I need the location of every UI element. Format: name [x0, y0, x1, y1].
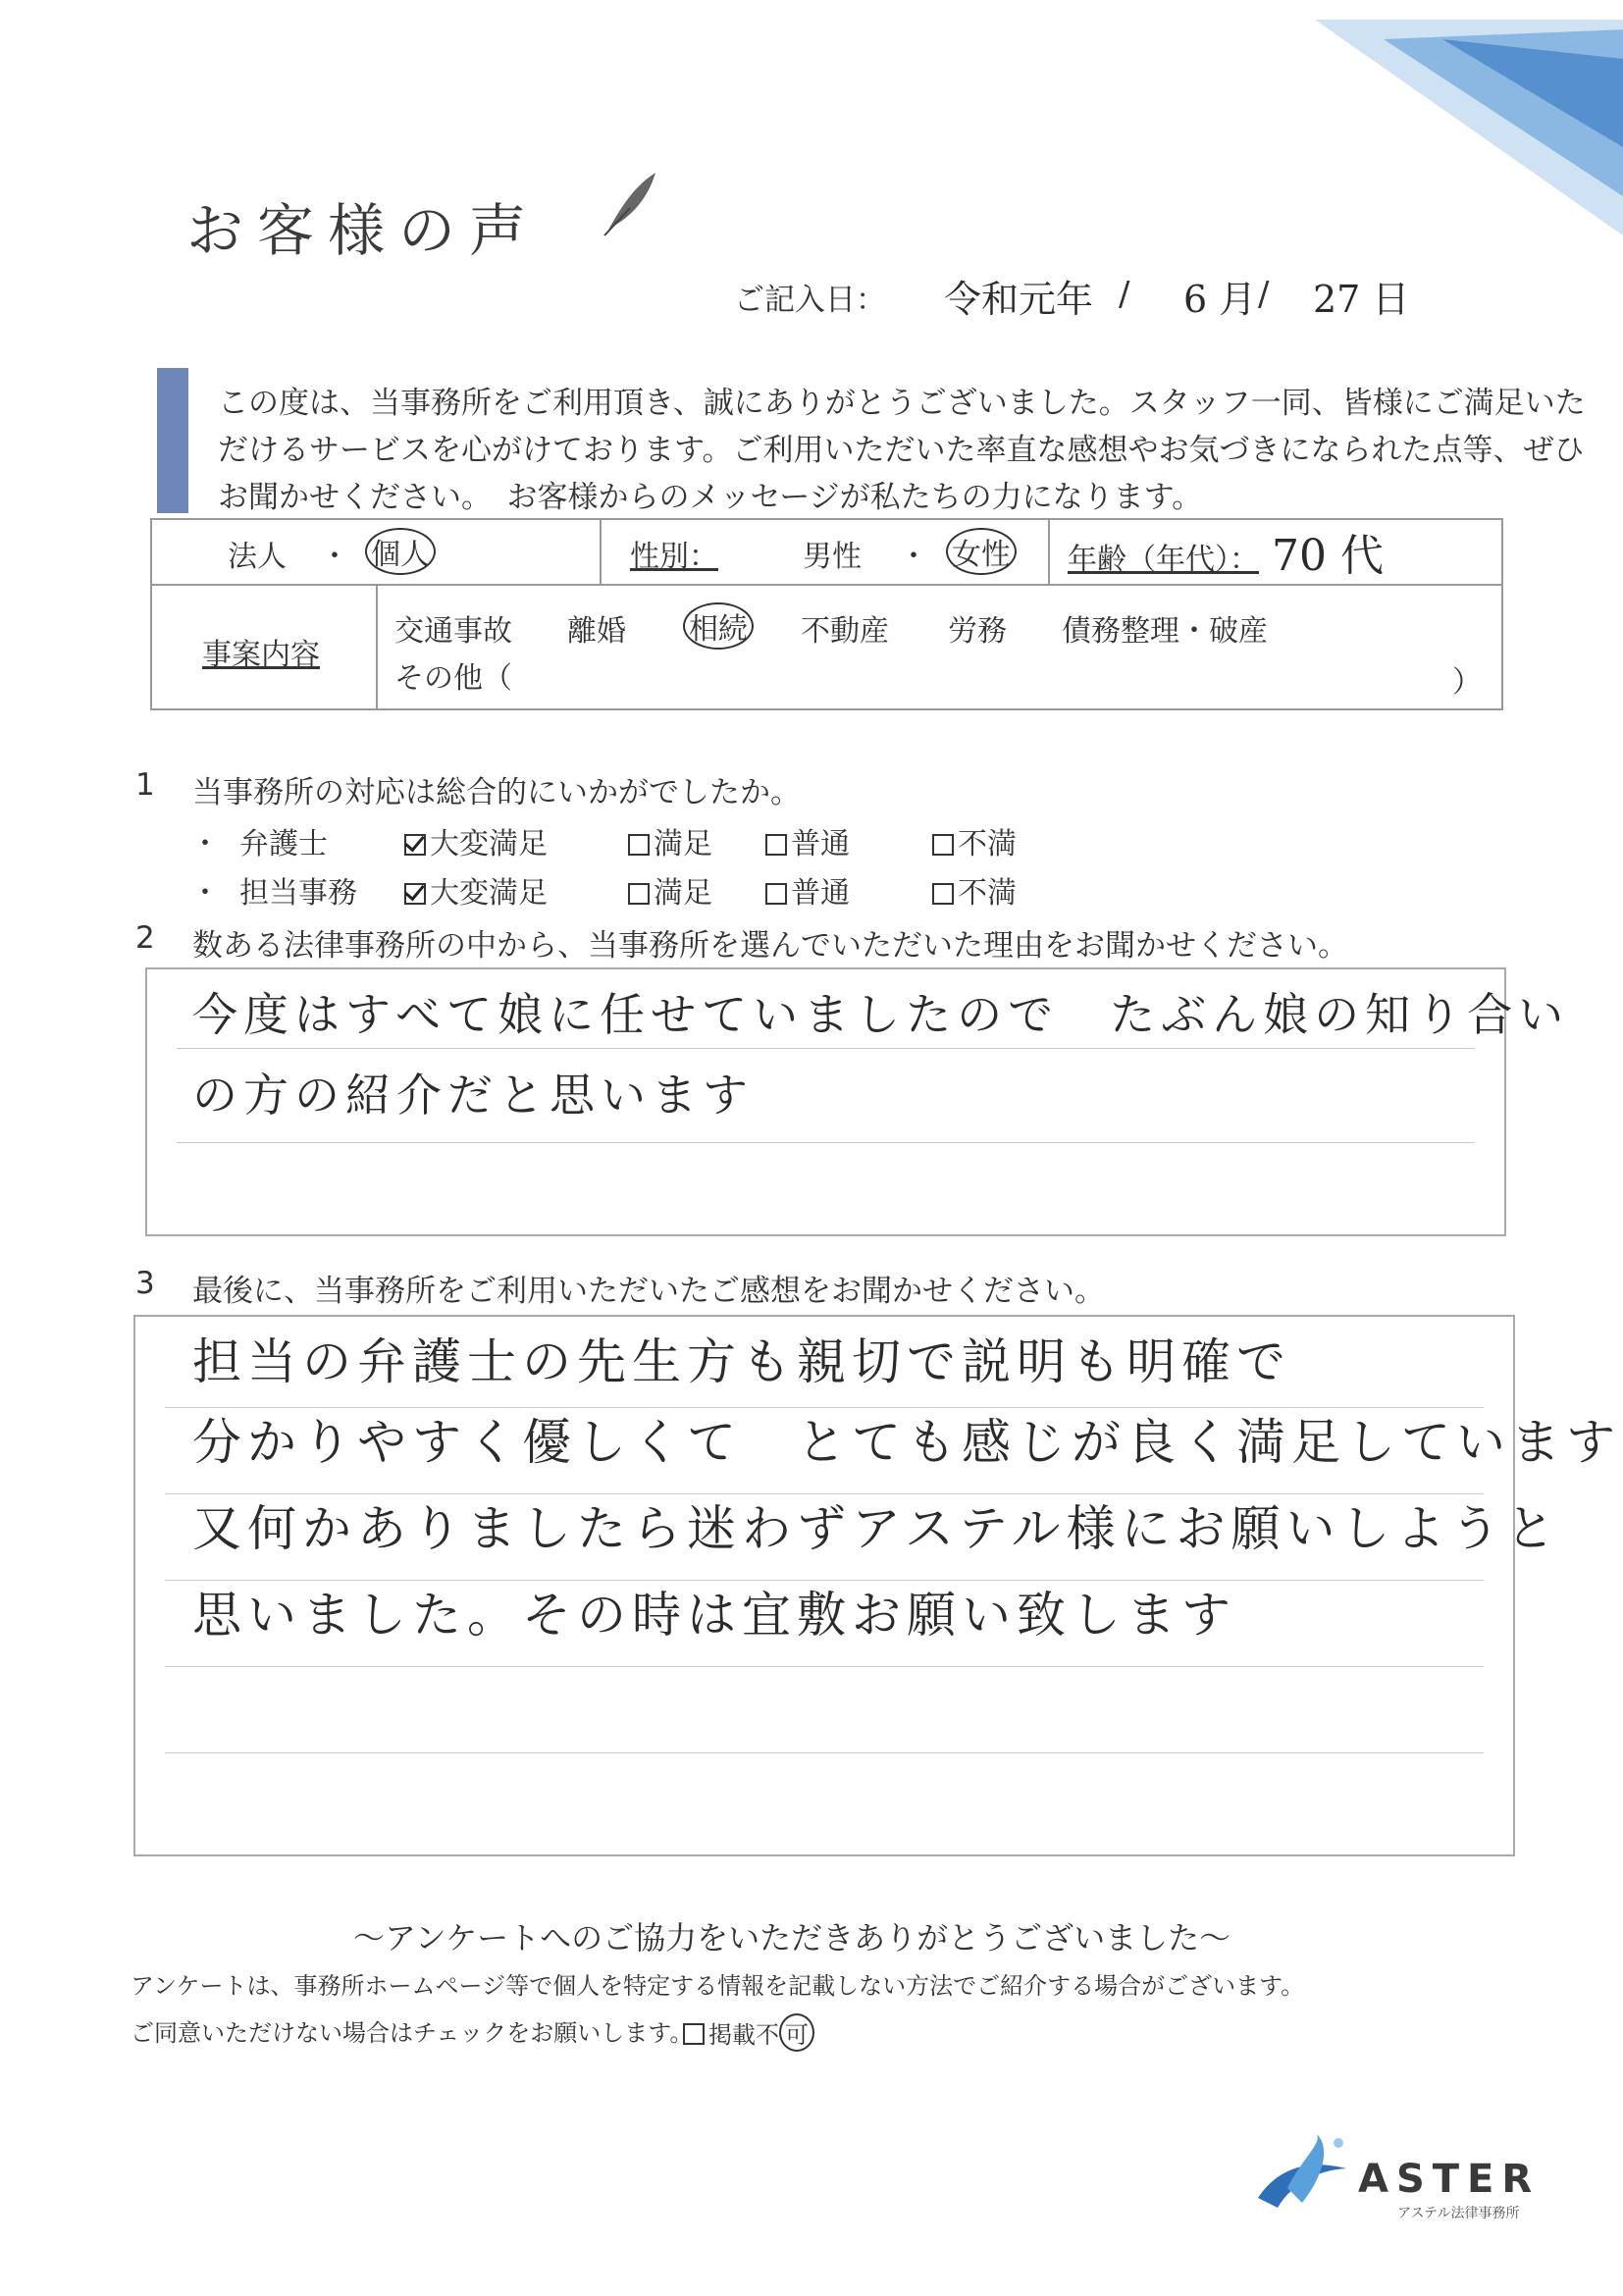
page-title: お客様の声: [186, 197, 541, 264]
q1-text: 当事務所の対応は総合的にいかがでしたか。: [192, 775, 801, 810]
checkbox[interactable]: [932, 834, 954, 856]
gender-female-circled: 女性: [946, 528, 1017, 575]
footer-note: アンケートは、事務所ホームページ等で個人を特定する情報を記載しない方法でご紹介する場合がございます。: [131, 1972, 1305, 2000]
q2-answer-line: 今度はすべて娘に任せていましたので たぶん娘の知り合い: [192, 988, 1570, 1041]
feather-icon: [601, 169, 659, 237]
date-month: 6 月: [1183, 278, 1257, 321]
logo-name: ASTER: [1358, 2157, 1541, 2202]
q1-row-label: 担当事務: [239, 876, 357, 911]
logo-subtitle: アステル法律事務所: [1397, 2206, 1520, 2221]
corner-decoration: [1295, 0, 1623, 235]
date-slash: /: [1258, 275, 1270, 314]
bullet: ・: [190, 876, 220, 911]
checkbox-checked[interactable]: [404, 834, 426, 856]
gender-label: 性別：: [630, 540, 718, 574]
footer-thanks: ～アンケートへのご協力をいただきありがとうございました～: [353, 1919, 1231, 1957]
publish-refusal-circled: 可: [779, 2013, 814, 2052]
intro-line: この度は、当事務所をご利用頂き、誠にありがとうございました。スタッフ一同、皆様にご満足いた: [218, 386, 1586, 421]
q1-option: 満足: [654, 827, 712, 861]
q3-answer-line: 又何かありましたら迷わずアステル様にお願いしようと: [192, 1500, 1561, 1557]
q1-option: 普通: [791, 827, 850, 861]
case-option: 離婚: [567, 614, 626, 649]
aster-logo-icon: [1248, 2129, 1356, 2218]
dot: ・: [320, 540, 349, 574]
footer-note: ご同意いただけない場合はチェックをお願いします。: [131, 2019, 694, 2047]
intro-line: だけるサービスを心がけております。ご利用いただいた率直な感想やお気づきになられた点等、ぜひ: [218, 433, 1585, 468]
intro-accent-bar: [157, 368, 188, 513]
q1-row-label: 弁護士: [239, 827, 328, 861]
q3-text: 最後に、当事務所をご利用いただいたご感想をお聞かせください。: [192, 1274, 1105, 1309]
checkbox-checked[interactable]: [404, 883, 426, 905]
q1-option: 満足: [654, 876, 712, 911]
case-option-circled: 相続: [683, 602, 754, 650]
q1-option: 大変満足: [430, 876, 548, 911]
q2-text: 数ある法律事務所の中から、当事務所を選んでいただいた理由をお聞かせください。: [192, 928, 1348, 964]
date-label: ご記入日：: [734, 283, 886, 318]
q3-answer-line: 担当の弁護士の先生方も親切で説明も明確で: [192, 1333, 1291, 1390]
houjin-option: 法人: [228, 540, 287, 574]
checkbox[interactable]: [628, 883, 650, 905]
kojin-option-circled: 個人: [365, 528, 436, 575]
case-option: 労務: [948, 614, 1007, 649]
publish-refusal-label: 掲載不: [708, 2021, 779, 2049]
q1-number: 1: [135, 767, 155, 803]
dot: ・: [899, 540, 928, 574]
checkbox[interactable]: [765, 883, 787, 905]
age-value: 70 代: [1272, 531, 1384, 581]
q3-answer-line: 思いました。その時は宜敷お願い致します: [192, 1587, 1236, 1644]
gender-male: 男性: [803, 540, 862, 574]
publish-refusal-checkbox[interactable]: [683, 2023, 705, 2045]
age-label: 年齢（年代）：: [1068, 543, 1259, 577]
date-slash: /: [1119, 275, 1130, 314]
case-option: 不動産: [801, 614, 889, 649]
q2-number: 2: [135, 920, 155, 956]
q1-option: 普通: [791, 876, 850, 911]
case-other-close: ）: [1452, 665, 1482, 700]
date-era: 令和元年: [944, 278, 1094, 321]
case-option: 債務整理・破産: [1062, 614, 1268, 649]
q3-number: 3: [135, 1266, 155, 1301]
profile-divider: [150, 584, 1503, 586]
case-option: 交通事故: [394, 614, 512, 649]
bullet: ・: [190, 827, 220, 861]
case-label: 事案内容: [202, 638, 320, 672]
q2-answer-line: の方の紹介だと思います: [192, 1069, 754, 1122]
intro-line: お聞かせください。 お客様からのメッセージが私たちの力になります。: [218, 480, 1203, 515]
q1-option: 大変満足: [430, 827, 548, 861]
case-other-label: その他（: [394, 661, 512, 696]
checkbox[interactable]: [765, 834, 787, 856]
q1-option: 不満: [958, 827, 1017, 861]
date-day: 27 日: [1313, 278, 1410, 321]
checkbox[interactable]: [628, 834, 650, 856]
q1-option: 不満: [958, 876, 1017, 911]
checkbox[interactable]: [932, 883, 954, 905]
q3-answer-line: 分かりやすく優しくて とても感じが良く満足しています: [192, 1414, 1621, 1471]
